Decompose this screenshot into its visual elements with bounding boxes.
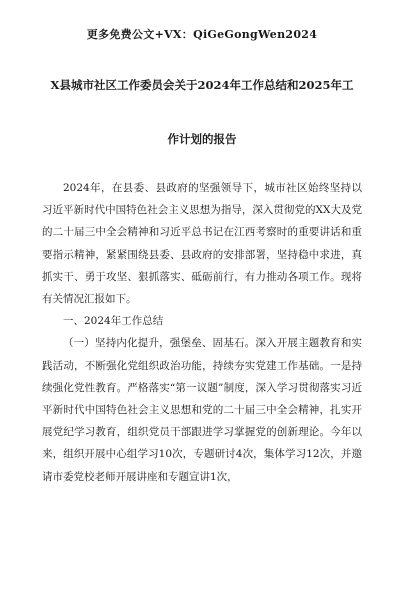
section-paragraph: （一）坚持内化提升，强堡垒、固基石。深入开展主题教育和实践活动，不断强化党组织政治功能，持续夯实党建工作基础。一是持续强化党性教育。严格落实“第一议题”制度，深入学习贯彻落实习近平新时代中国特色社会主义思想和党的二十届三中全会精神，扎实开展党纪学习教育，组织党员干部跟进学习掌握党的创新理论。今年以来，组织开展中心组学习10次，专题研讨4次，集体学习12次，并邀请市委党校老师开展讲座和专题宣讲1次， [42, 337, 362, 483]
document-body [42, 177, 362, 488]
document-title-line-2: 作计划的报告 [167, 131, 237, 146]
intro-paragraph: 2024年，在县委、县政府的坚强领导下，城市社区始终坚持以习近平新时代中国特色社会主义思想为指导，深入贯彻党的XX大及党的二十届三中全会精神和习近平总书记在江西考察时的重要讲话和重要指示精神，紧紧围绕县委、县政府的安排部署，坚持稳中求进，真抓实干、勇于攻坚、狠抓落实、砥砺前行，有力推动各项工作。现将有关情况汇报如下。 [42, 182, 362, 306]
document-header: 更多免费公文+VX：QiGeGongWen2024 [86, 28, 318, 41]
section-heading: 一、2024年工作总结 [63, 315, 164, 328]
document-title-line-1: X县城市社区工作委员会关于2024年工作总结和2025年工 [50, 78, 354, 92]
document-page [0, 26, 410, 606]
